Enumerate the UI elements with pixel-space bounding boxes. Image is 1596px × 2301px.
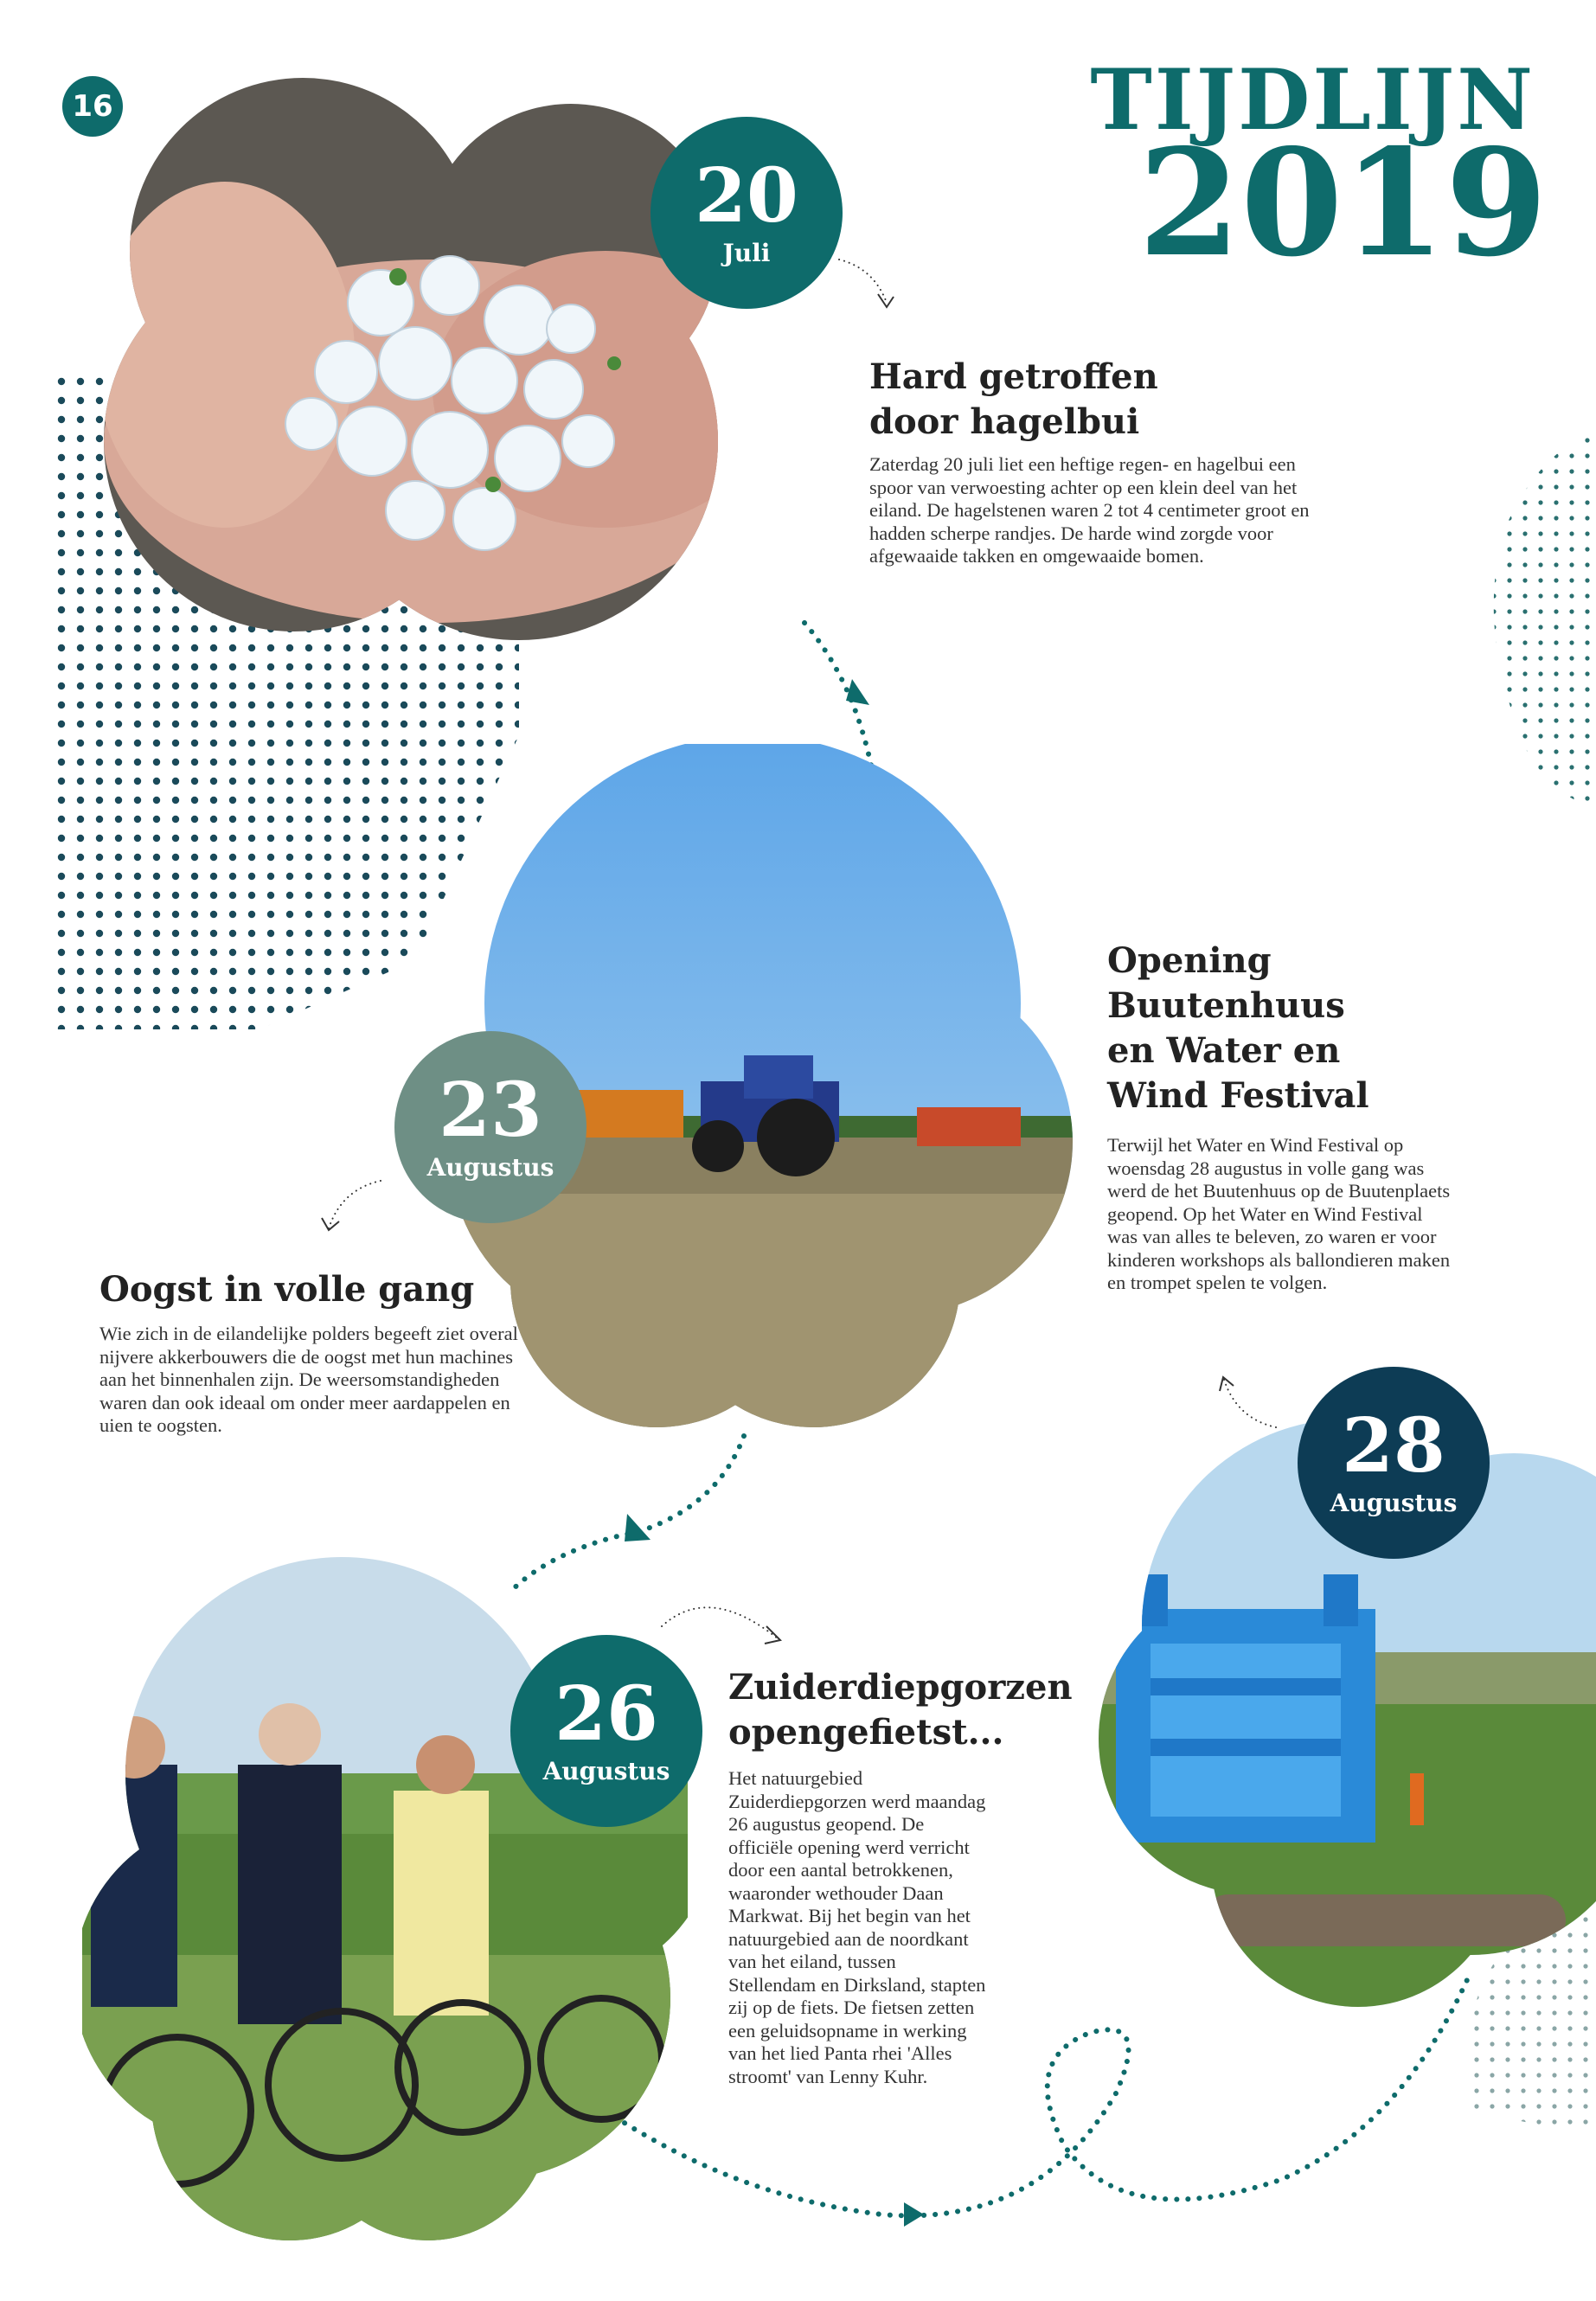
badge-month: Augustus <box>426 1152 554 1182</box>
article-zuiderdiepgorzen <box>728 1665 1074 2088</box>
article-heading <box>728 1665 1074 1755</box>
badge-day: 23 <box>439 1066 542 1154</box>
page-number: 16 <box>62 76 123 137</box>
heading-line: door hagelbui <box>869 401 1140 442</box>
date-badge-28-augustus <box>1298 1367 1490 1559</box>
date-badge-20-juli <box>651 117 843 309</box>
heading-line: Buutenhuus <box>1107 985 1345 1026</box>
page-title-year: 2019 <box>1138 117 1548 290</box>
badge-month: Juli <box>722 238 771 267</box>
badge-day: 20 <box>695 151 798 240</box>
heading-line: Oogst in volle gang <box>99 1269 475 1310</box>
article-body: Wie zich in de eilandelijke polders begeeft ziet overal nijvere akkerbouwers die de oogst met hun machines aan het binnenhalen zijn. De weersomstandigheden waren dan ook ideaal om onder meer aardappelen en uien te oogsten. <box>99 1323 518 1436</box>
badge-day: 26 <box>554 1670 658 1758</box>
badge-month: Augustus <box>542 1756 670 1785</box>
heading-line: Opening <box>1107 940 1272 981</box>
article-heading <box>1107 939 1453 1118</box>
article-heading <box>869 355 1336 445</box>
page-title: TIJDLIJN <box>1090 51 1535 149</box>
article-buutenhuus <box>1107 939 1453 1295</box>
date-badge-23-augustus <box>394 1031 586 1223</box>
article-heading <box>99 1267 523 1312</box>
badge-month: Augustus <box>1330 1488 1458 1517</box>
heading-line: en Water en <box>1107 1030 1341 1071</box>
badge-day: 28 <box>1342 1401 1445 1490</box>
heading-line: Hard getroffen <box>869 356 1158 397</box>
article-body: Zaterdag 20 juli liet een heftige regen- en hagelbui een spoor van verwoesting achter op een klein deel van het eiland. De hagelstenen waren 2 tot 4 centimeter groot en hadden scherpe randjes. De harde wind zorgde voor afgewaaide takken en omgewaaide bomen. <box>869 453 1310 567</box>
article-oogst <box>99 1267 523 1438</box>
article-body: Het natuurgebied Zuiderdiepgorzen werd maandag 26 augustus geopend. De officiële opening werd verricht door een aantal betrokkenen, waaronder wethouder Daan Markwat. Bij het begin van het natuurgebied aan de noordkant van het eiland, tussen Stellendam en Dirksland, stapten zij op de fiets. De fietsen zetten een geluidsopname in werking van het lied Panta rhei 'Alles stroomt' van Lenny Kuhr. <box>728 1767 986 2087</box>
heading-line: Zuiderdiepgorzen <box>728 1667 1073 1708</box>
article-body: Terwijl het Water en Wind Festival op woensdag 28 augustus in volle gang was werd de het Buutenhuus op de Buutenplaets geopend. Op het Water en Wind Festival was van alles te beleven, zo waren er voor kinderen workshops als ballondieren maken en trompet spelen te volgen. <box>1107 1134 1451 1293</box>
article-hagelbui <box>869 355 1336 568</box>
date-badge-26-augustus <box>510 1635 702 1827</box>
heading-line: opengefietst... <box>728 1712 1004 1753</box>
heading-line: Wind Festival <box>1107 1075 1369 1116</box>
